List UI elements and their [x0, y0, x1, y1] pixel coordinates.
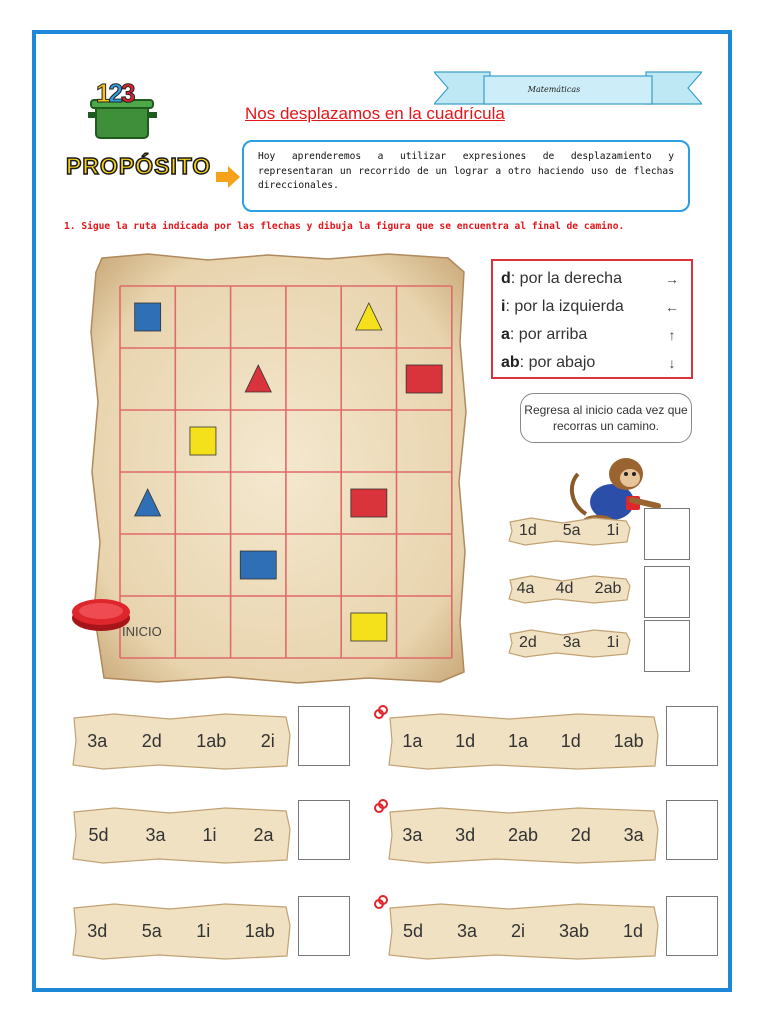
route-step: 5a — [562, 522, 581, 539]
route-step: 3d — [455, 824, 476, 845]
route-step: 1d — [518, 522, 537, 539]
pot-handle-right — [147, 112, 157, 118]
route-strip — [386, 902, 660, 960]
pot-handle-left — [88, 112, 97, 118]
route-step: 3a — [623, 824, 644, 845]
arrow-right-icon — [216, 166, 240, 188]
answer-box[interactable] — [298, 896, 350, 956]
arrow-right-icon: → — [665, 271, 679, 287]
route-step: 4d — [555, 580, 574, 597]
answer-box[interactable] — [666, 706, 718, 766]
start-label: INICIO — [122, 624, 162, 639]
route-step: 2i — [260, 730, 275, 751]
route-step: 1ab — [196, 730, 227, 751]
route-step: 3a — [87, 730, 108, 751]
logo-digit: 3 — [120, 78, 136, 108]
grid-figure-red-square — [351, 489, 387, 517]
route-step: 4a — [516, 580, 535, 597]
bullet-icon — [374, 894, 388, 908]
route-strip — [70, 806, 292, 864]
route-step: 5d — [402, 920, 424, 941]
route-step: 5d — [88, 824, 109, 845]
speech-bubble: Regresa al inicio cada vez que recorras un camino. — [520, 393, 692, 443]
route-strip — [506, 516, 632, 546]
route-step: 1ab — [613, 730, 644, 751]
numbers-pot-logo — [88, 76, 164, 142]
route-step: 2d — [141, 730, 162, 751]
route-step: 1i — [202, 824, 217, 845]
route-strip — [70, 902, 292, 960]
route-step: 1i — [606, 522, 619, 539]
answer-box[interactable] — [666, 800, 718, 860]
logo-digit: 1 — [96, 78, 111, 108]
route-step: 2d — [570, 824, 591, 845]
legend-row-left: i: por la izquierda ← — [501, 293, 683, 321]
purpose-label: PROPÓSITO — [66, 153, 212, 179]
grid-figure-yellow-square — [351, 613, 387, 641]
route-step: 3a — [145, 824, 166, 845]
pot-body — [96, 104, 148, 138]
route-grid — [88, 252, 468, 684]
page-title: Nos desplazamos en la cuadrícula — [245, 104, 505, 123]
monkey-face — [620, 469, 640, 487]
arrow-down-icon: ↓ — [668, 355, 676, 371]
route-strip — [506, 574, 632, 604]
legend-row-down: ab: por abajo ↓ — [501, 349, 683, 377]
route-step: 2ab — [594, 580, 622, 597]
route-step: 2a — [253, 824, 274, 845]
monkey-tail — [572, 474, 586, 514]
legend-row-right: d: por la derecha → — [501, 265, 683, 293]
route-step: 3d — [87, 920, 108, 941]
route-step: 1d — [622, 920, 644, 941]
route-step: 1i — [196, 920, 211, 941]
route-step: 2i — [510, 920, 525, 941]
answer-box[interactable] — [298, 800, 350, 860]
route-step: 3a — [456, 920, 478, 941]
bullet-icon — [374, 704, 388, 718]
route-strip — [70, 712, 292, 770]
route-strip — [386, 806, 660, 864]
arrow-up-icon: ↑ — [668, 327, 676, 343]
legend-row-up: a: por arriba ↑ — [501, 321, 683, 349]
route-step: 1a — [507, 730, 528, 751]
answer-box[interactable] — [644, 620, 690, 672]
arrow-left-icon: ← — [665, 299, 679, 315]
answer-box[interactable] — [666, 896, 718, 956]
bullet-icon — [374, 798, 388, 812]
route-step: 3a — [562, 634, 581, 651]
grid-figure-blue-square — [240, 551, 276, 579]
route-step: 1ab — [244, 920, 275, 941]
answer-box[interactable] — [644, 566, 690, 618]
route-step: 1d — [560, 730, 581, 751]
route-step: 3ab — [558, 920, 590, 941]
subject-label: Matemáticas — [527, 85, 581, 94]
direction-legend — [491, 259, 693, 379]
route-step: 1a — [402, 730, 423, 751]
answer-box[interactable] — [644, 508, 690, 560]
route-step: 2d — [518, 634, 537, 651]
logo-digit: 2 — [108, 78, 123, 108]
route-step: 3a — [402, 824, 423, 845]
instruction-text: 1. Sigue la ruta indicada por las flechas y dibuja la figura que se encuentra al final de camino. — [64, 221, 625, 232]
route-step: 1i — [606, 634, 619, 651]
route-strip — [506, 628, 632, 658]
route-step: 1d — [455, 730, 476, 751]
answer-box[interactable] — [298, 706, 350, 766]
grid-figure-red-square — [406, 365, 442, 393]
route-step: 5a — [141, 920, 162, 941]
route-strip — [386, 712, 660, 770]
grid-figure-blue-square — [135, 303, 161, 331]
digit-1 — [96, 78, 135, 108]
route-step: 2ab — [507, 824, 539, 845]
purpose-box: Hoy aprenderemos a utilizar expresiones de desplazamiento y representaran un recorrido de un lograr a otro haciendo uso de flechas direccionales. — [242, 140, 690, 212]
grid-figure-yellow-square — [190, 427, 216, 455]
